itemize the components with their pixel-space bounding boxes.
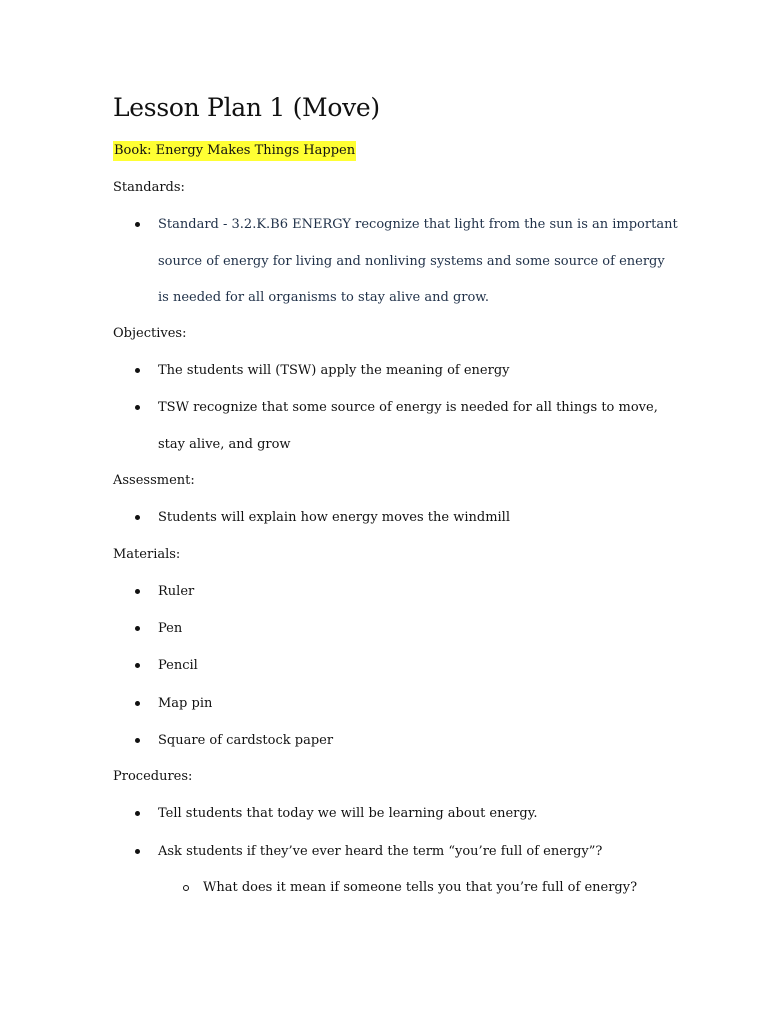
materials-item	[158, 656, 198, 676]
objectives-item	[158, 398, 658, 418]
procedures-item	[158, 804, 537, 824]
bullet-icon	[135, 701, 140, 706]
standards-item	[158, 215, 678, 235]
bullet-icon	[135, 405, 140, 410]
materials-item	[158, 619, 182, 639]
materials-item-text: Pen	[158, 621, 183, 636]
assessment-item-text: Students will explain how energy moves the windmill	[158, 510, 510, 525]
materials-item	[158, 731, 333, 751]
objectives-item-2-line-2: stay alive, and grow	[158, 437, 291, 452]
lesson-title: Lesson Plan 1 (Move)	[113, 93, 380, 122]
bullet-icon	[135, 515, 140, 520]
materials-item	[158, 582, 194, 602]
standards-item-line-1: Standard - 3.2.K.B6 ENERGY recognize that light from the sun is an important	[158, 217, 678, 232]
procedures-sub-item	[203, 878, 637, 898]
hollow-bullet-icon	[183, 885, 189, 891]
standards-item-line-3: is needed for all organisms to stay alive and grow.	[158, 290, 490, 305]
materials-item-text: Square of cardstock paper	[158, 733, 334, 748]
assessment-item	[158, 508, 510, 528]
bullet-icon	[135, 589, 140, 594]
bullet-icon	[135, 368, 140, 373]
bullet-icon	[135, 663, 140, 668]
bullet-icon	[135, 811, 140, 816]
procedures-item-text: Ask students if they’ve ever heard the term “you’re full of energy”?	[158, 844, 603, 859]
materials-heading: Materials:	[113, 547, 181, 562]
book-title-highlight: Book: Energy Makes Things Happen	[113, 141, 356, 161]
objectives-item-1-text: The students will (TSW) apply the meaning of energy	[158, 363, 510, 378]
bullet-icon	[135, 626, 140, 631]
procedures-item-text: Tell students that today we will be learning about energy.	[158, 806, 538, 821]
procedures-sub-item-text: What does it mean if someone tells you that you’re full of energy?	[203, 880, 638, 895]
objectives-heading: Objectives:	[113, 326, 187, 341]
procedures-heading: Procedures:	[113, 769, 193, 784]
objectives-item	[158, 361, 510, 381]
bullet-icon	[135, 849, 140, 854]
bullet-icon	[135, 738, 140, 743]
materials-item-text: Ruler	[158, 584, 195, 599]
materials-item-text: Map pin	[158, 696, 213, 711]
standards-heading: Standards:	[113, 180, 185, 195]
assessment-heading: Assessment:	[113, 473, 195, 488]
objectives-item-2-line-1: TSW recognize that some source of energy is needed for all things to move,	[158, 400, 658, 415]
materials-item-text: Pencil	[158, 658, 198, 673]
bullet-icon	[135, 222, 140, 227]
procedures-item	[158, 842, 602, 862]
standards-item-line-2: source of energy for living and nonliving systems and some source of energy	[158, 254, 665, 269]
materials-item	[158, 694, 212, 714]
